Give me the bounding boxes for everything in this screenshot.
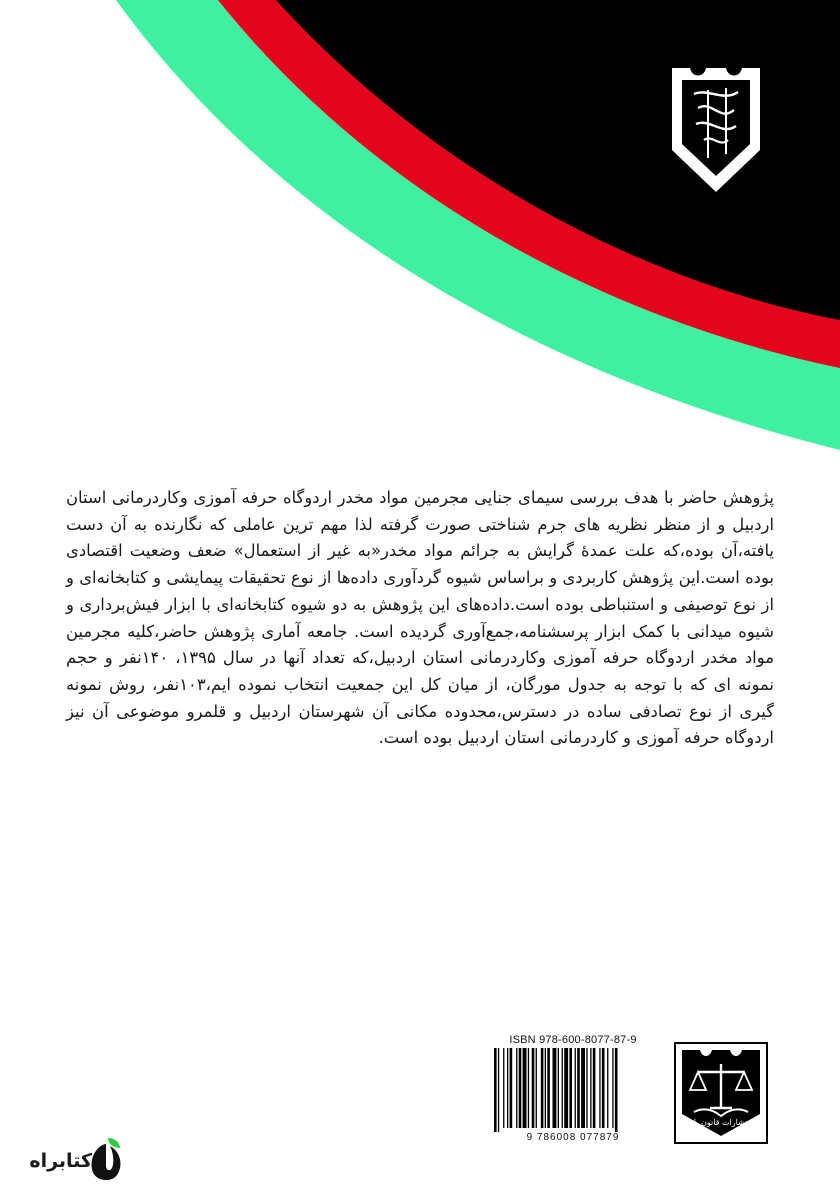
barcode-bar xyxy=(536,1048,537,1128)
barcode-bar xyxy=(615,1048,618,1132)
ketabrah-leaf-icon xyxy=(88,1136,124,1184)
barcode-bar xyxy=(510,1048,513,1128)
barcode-bar xyxy=(498,1048,499,1132)
barcode-bar xyxy=(523,1048,527,1128)
barcode-bar xyxy=(541,1048,544,1128)
barcode-bar xyxy=(547,1048,550,1128)
barcode-bar xyxy=(569,1048,572,1128)
barcode-bar xyxy=(586,1048,587,1128)
scales-of-justice-book-icon xyxy=(674,1042,768,1144)
barcode-bar xyxy=(564,1048,568,1128)
barcode xyxy=(492,1048,654,1132)
barcode-bar xyxy=(553,1048,557,1128)
barcode-bar xyxy=(494,1048,497,1132)
isbn-barcode-block xyxy=(490,1034,656,1146)
barcode-bar xyxy=(503,1048,504,1128)
isbn-label: ISBN 978-600-8077-87-9 xyxy=(509,1034,637,1046)
barcode-bar xyxy=(558,1048,559,1128)
barcode-bar xyxy=(532,1048,535,1128)
barcode-bar xyxy=(581,1048,585,1128)
barcode-bar xyxy=(575,1048,576,1128)
store-name: کتابراه xyxy=(29,1150,92,1172)
barcode-bar xyxy=(562,1048,563,1128)
barcode-bar xyxy=(602,1048,605,1128)
barcode-bar xyxy=(507,1048,508,1128)
calligraphy-shield-logo-icon xyxy=(668,64,764,196)
barcode-bar xyxy=(545,1048,546,1128)
barcode-bar xyxy=(593,1048,596,1128)
barcode-digits: 9 786008 077879 xyxy=(526,1132,620,1143)
barcode-bar xyxy=(590,1048,591,1128)
barcode-bar xyxy=(528,1048,529,1128)
barcode-bar xyxy=(519,1048,522,1128)
barcode-bar xyxy=(577,1048,580,1128)
barcode-bar xyxy=(612,1048,613,1128)
barcode-bar xyxy=(599,1048,600,1128)
synopsis-paragraph: پژوهش حاضر با هدف بررسی سیمای جنایی مجرمین مواد مخدر اردوگاه حرفه آموزی وکاردرمانی استان اردبیل و از منظر نظریه های جرم شناختی صورت گرفته لذا مهم ترین عاملی که نگارنده به آن دست یافته،آن بوده،که علت عمدهٔ گرایش به جرائم مواد مخدر«به غیر از استعمال» ضعف وضعیت اقتصادی بوده است.این پژوهش کاربردی و براساس شیوه گردآوری داده‌ها از نوع تحقیقات پیمایشی و کتابخانه‌ای و از نوع توصیفی و استنباطی بوده است.داده‌های این پژوهش به دو شیوه کتابخانه‌ای با ابزار فیش‌برداری و شیوه میدانی با کمک ابزار پرسشنامه،جمع‌آوری گردیده است. جامعه آماری پژوهش حاضر،کلیه مجرمین مواد مخدر اردوگاه حرفه آموزی وکاردرمانی استان اردبیل،که تعداد آنها در سال ۱۳۹۵، ۱۴۰نفر و حجم نمونه ای که با توجه به جدول مورگان، از میان کل این جمعیت انتخاب نموده ایم،۱۰۳نفر، روش نمونه گیری از نوع تصادفی ساده در دسترس،محدوده مکانی آن شهرستان اردبیل و قلمرو موضوعی آن نیز اردوگاه حرفه آموزی و کاردرمانی استان اردبیل بوده است. xyxy=(66,488,774,748)
barcode-bar xyxy=(607,1048,608,1128)
publisher-name: انتشارات قانون یار xyxy=(689,1118,753,1127)
barcode-bar xyxy=(516,1048,517,1128)
